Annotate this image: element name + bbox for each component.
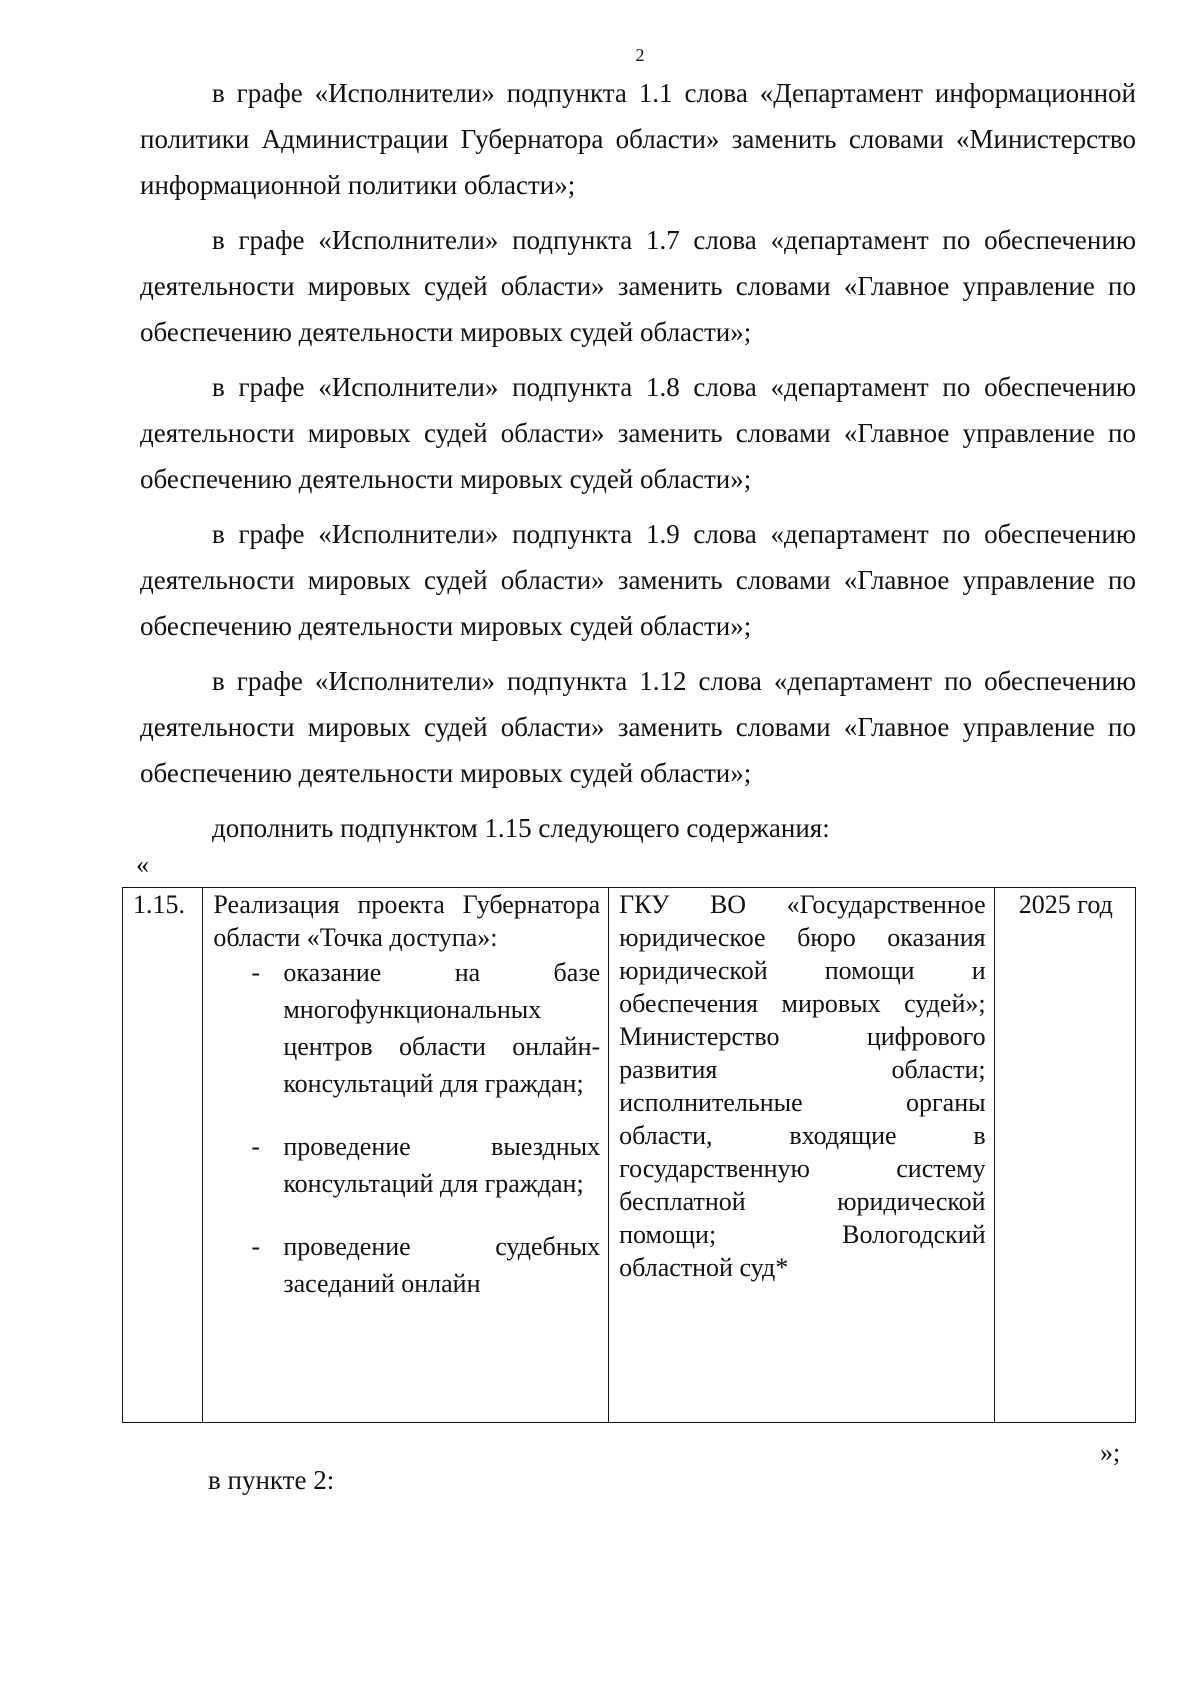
executors-cell: ГКУ ВО «Государственное юридическое бюро оказания юридической помощи и обеспечения мировых судей»; Министерство цифрового развития области; исполнительные органы области, входящие в государственную систему бесплатной юридической помощи; Вологодский областной суд* (609, 888, 994, 1423)
paragraph-1-12: в графе «Исполнители» подпункта 1.12 слова «департамент по обеспечению деятельности мировых судей области» заменить словами «Главное управление по обеспечению деятельности мировых судей области»; (140, 666, 1136, 788)
bullet-dash: - (251, 1232, 261, 1261)
table-open-quote: « (136, 850, 149, 879)
paragraph-1-9: в графе «Исполнители» подпункта 1.9 слова «департамент по обеспечению деятельности мировых судей области» заменить словами «Главное управление по обеспечению деятельности мировых судей области»; (140, 519, 1136, 641)
table-close-quote: »; (1100, 1438, 1121, 1467)
paragraph-point-2: в пункте 2: (208, 1465, 335, 1495)
list-item (213, 954, 600, 1102)
bullet-text: проведение выездных консультаций для граждан; (283, 1132, 601, 1198)
paragraph-1-1: в графе «Исполнители» подпункта 1.1 слова «Департамент информационной политики Администрации Губернатора области» заменить словами «Министерство информационной политики области»; (140, 78, 1136, 200)
table-row (123, 888, 1136, 1423)
bullet-text: проведение судебных заседаний онлайн (283, 1232, 601, 1298)
subitem-number-cell: 1.15. (123, 888, 203, 1423)
page-number: 2 (635, 45, 645, 65)
subitem-table (122, 887, 1136, 1423)
subitem-name-intro: Реализация проекта Губернатора области «Точка доступа»: (213, 890, 601, 952)
bullet-dash: - (251, 1132, 261, 1161)
list-item (213, 1228, 600, 1302)
paragraph-1-7: в графе «Исполнители» подпункта 1.7 слова «департамент по обеспечению деятельности мировых судей области» заменить словами «Главное управление по обеспечению деятельности мировых судей области»; (140, 225, 1136, 347)
bullet-dash: - (251, 958, 261, 987)
paragraph-1-8: в графе «Исполнители» подпункта 1.8 слова «департамент по обеспечению деятельности мировых судей области» заменить словами «Главное управление по обеспечению деятельности мировых судей области»; (140, 372, 1136, 494)
list-item (213, 1128, 600, 1202)
subitem-name-cell (203, 888, 609, 1423)
paragraph-add-1-15: дополнить подпунктом 1.15 следующего содержания: (212, 813, 830, 843)
year-cell: 2025 год (994, 888, 1135, 1423)
subitem-bullet-list (213, 954, 600, 1302)
bullet-text: оказание на базе многофункциональных центров области онлайн-консультаций для граждан; (283, 958, 601, 1098)
